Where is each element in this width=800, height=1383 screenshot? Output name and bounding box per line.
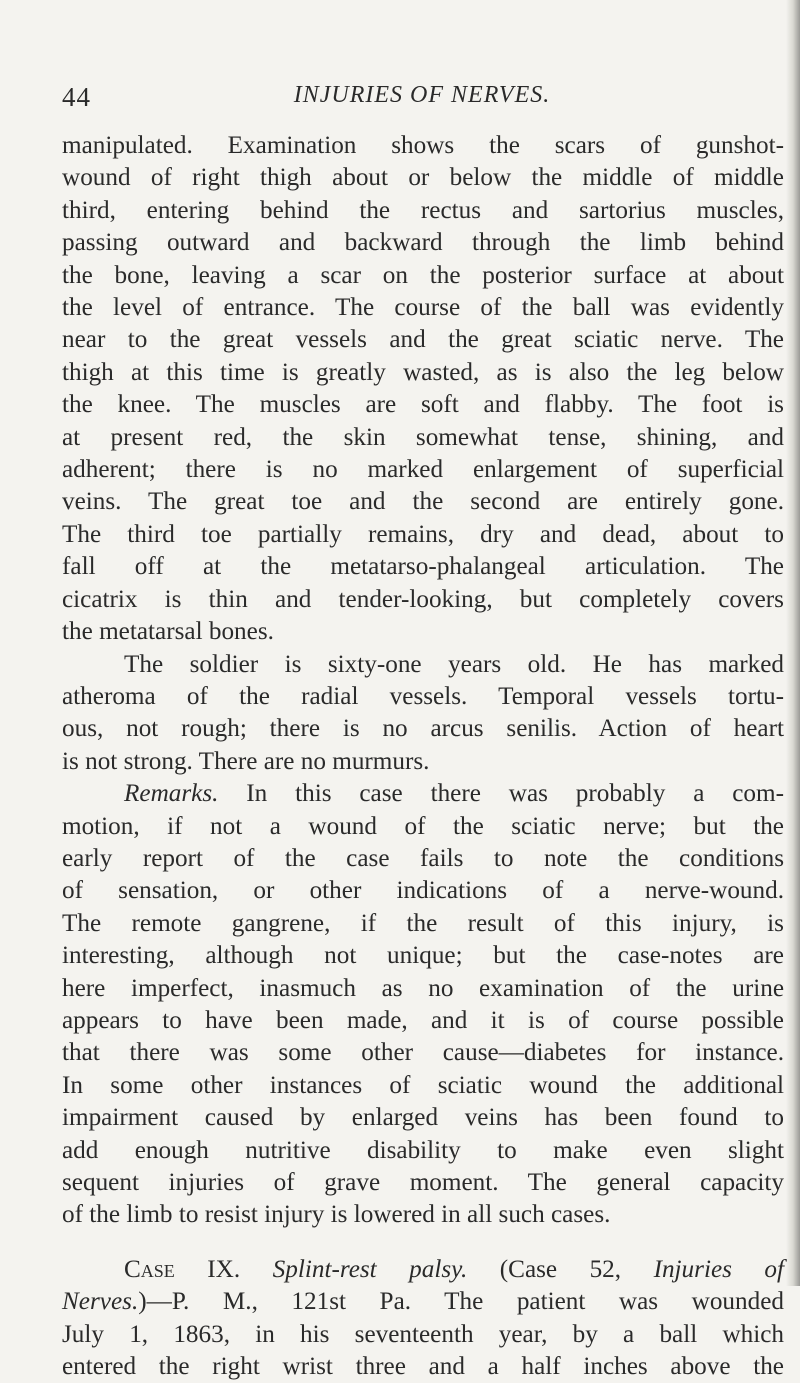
text-line: the level of entrance. The course of the ball was evidently [62, 294, 784, 322]
text-line: ous, not rough; there is no arcus senilis. Action of heart [62, 715, 784, 743]
text-line: July 1, 1863, in his seventeenth year, by a ball which [62, 1320, 784, 1348]
paragraph-gap [62, 1232, 784, 1254]
text-line: is not strong. There are no murmurs. [62, 747, 430, 775]
text-line: impairment caused by enlarged veins has been found to [62, 1104, 784, 1132]
text-line: early report of the case fails to note the conditions [62, 844, 784, 872]
case-reference-title-cont: Nerves. [62, 1288, 139, 1316]
text-line: The soldier is sixty-one years old. He has marked [124, 650, 784, 678]
text-line-reference [62, 1286, 784, 1318]
text-line: here imperfect, inasmuch as no examination of the urine [62, 974, 784, 1002]
text-line: In some other instances of sciatic wound the additional [62, 1071, 784, 1099]
text-line: The remote gangrene, if the result of this injury, is [62, 909, 784, 937]
remarks-label: Remarks. [124, 780, 219, 808]
text-line: veins. The great toe and the second are entirely gone. [62, 488, 784, 516]
text-line: third, entering behind the rectus and sartorius muscles, [62, 196, 784, 224]
text-line: near to the great vessels and the great sciatic nerve. The [62, 326, 784, 354]
text-line: The third toe partially remains, dry and dead, about to [62, 520, 784, 548]
running-head-title: INJURIES OF NERVES. [293, 82, 551, 108]
text-line: of the limb to resist injury is lowered in all such cases. [62, 1201, 611, 1229]
text-line: the knee. The muscles are soft and flabby. The foot is [62, 391, 784, 419]
text-line: appears to have been made, and it is of course possible [62, 1006, 784, 1034]
page-edge-shadow [786, 0, 800, 1286]
running-head [62, 82, 782, 118]
body-text [62, 130, 784, 1383]
text-line: passing outward and backward through the limb behind [62, 229, 784, 257]
text-line: the bone, leaving a scar on the posterior surface at about [62, 261, 784, 289]
page-number: 44 [62, 82, 91, 112]
text-line: entered the right wrist three and a half inches above the [62, 1353, 784, 1381]
text-line: atheroma of the radial vessels. Temporal vessels tortu- [62, 682, 784, 710]
text-line: at present red, the skin somewhat tense, shining, and [62, 423, 784, 451]
text-line-remarks [62, 778, 784, 810]
remarks-text: In this case there was probably a com- [218, 780, 784, 808]
text-line: fall off at the metatarso-phalangeal articulation. The [62, 553, 784, 581]
case-label: Case IX. [124, 1255, 241, 1283]
text-line: that there was some other cause—diabetes for instance. [62, 1039, 784, 1067]
case-reference-title: Injuries of [653, 1255, 785, 1283]
text-line: cicatrix is thin and tender-looking, but completely covers [62, 585, 784, 613]
text-line: wound of right thigh about or below the middle of middle [62, 164, 784, 192]
case-heading-line [62, 1254, 784, 1286]
text-line: motion, if not a wound of the sciatic nerve; but the [62, 812, 784, 840]
text-line: the metatarsal bones. [62, 618, 274, 646]
text-line: thigh at this time is greatly wasted, as is also the leg below [62, 358, 784, 386]
text-line: add enough nutritive disability to make even slight [62, 1136, 784, 1164]
case-title: Splint-rest palsy. [272, 1255, 468, 1283]
text-line: of sensation, or other indications of a nerve-wound. [62, 877, 784, 905]
case-reference-prefix: (Case 52, [499, 1255, 622, 1283]
text-line: manipulated. Examination shows the scars of gunshot- [62, 132, 784, 159]
text-line: adherent; there is no marked enlargement of superficial [62, 456, 784, 484]
text-line: interesting, although not unique; but the case-notes are [62, 942, 784, 970]
case-text: )—P. M., 121st Pa. The patient was wounded [138, 1288, 784, 1316]
text-line: sequent injuries of grave moment. The general capacity [62, 1169, 784, 1196]
